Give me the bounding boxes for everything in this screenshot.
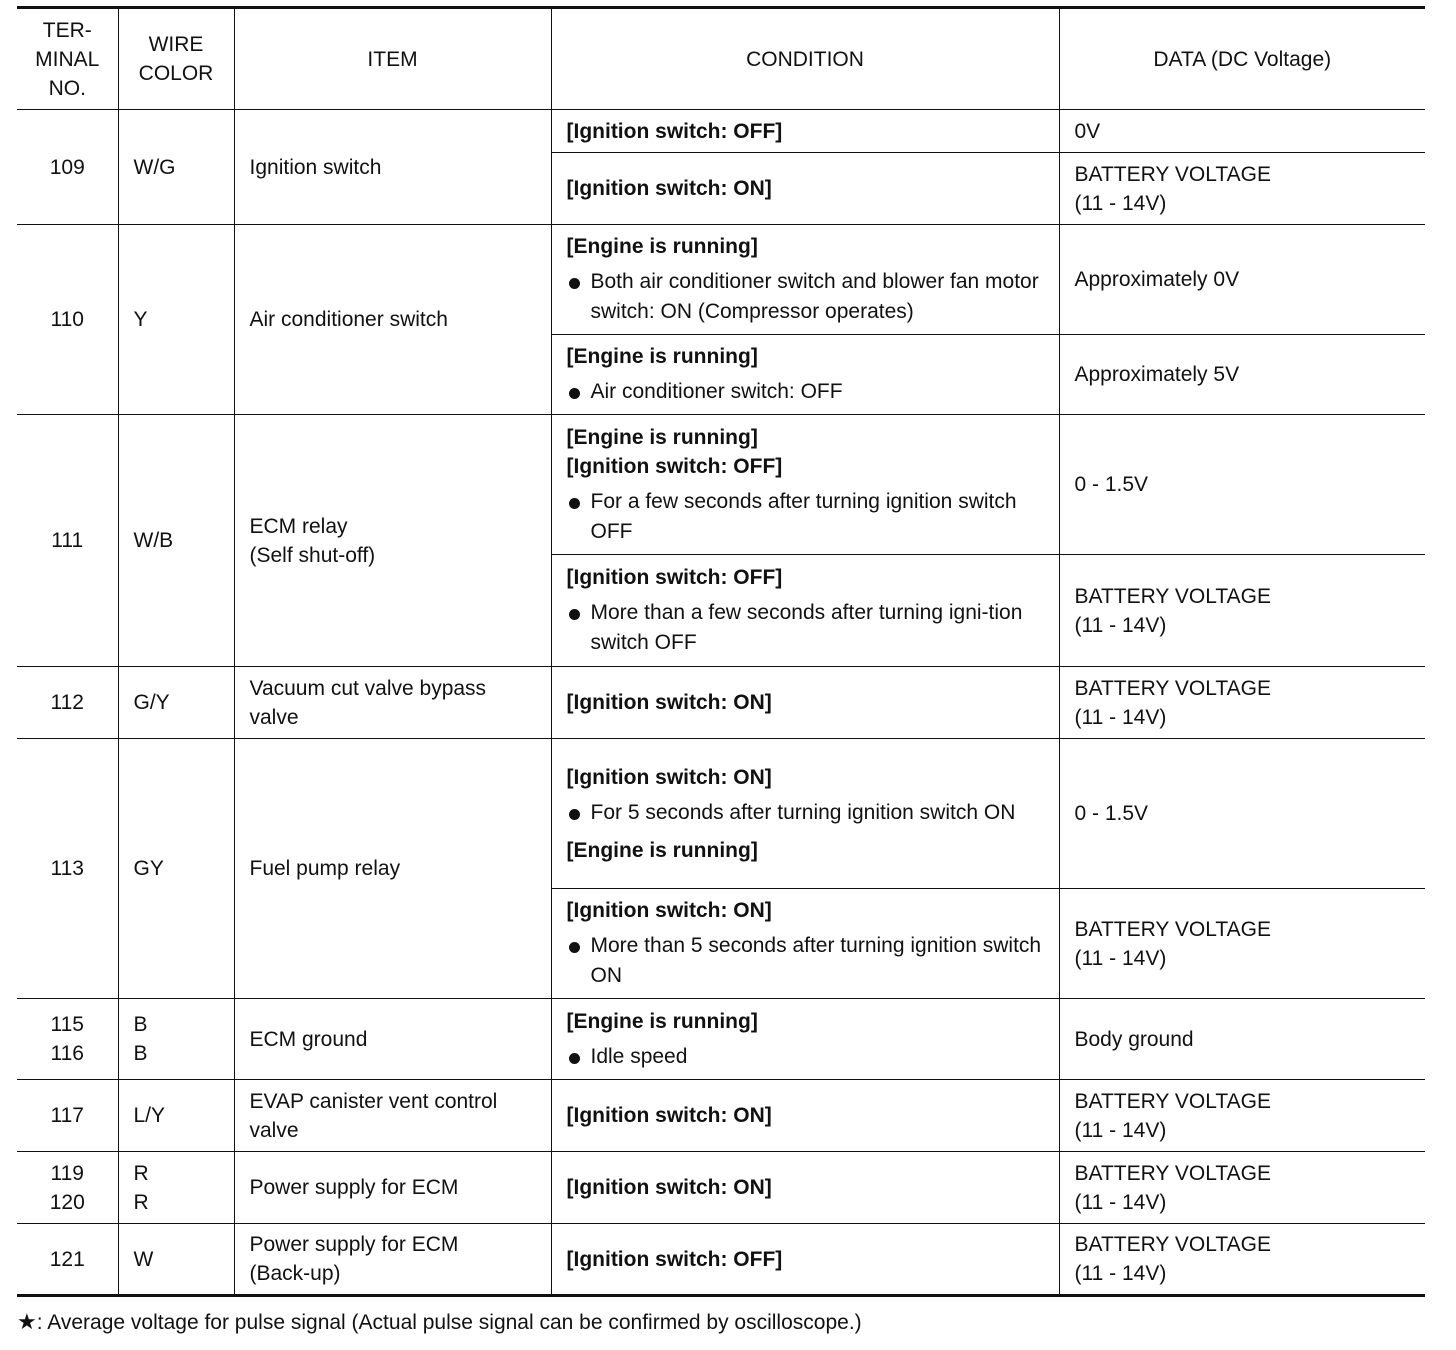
wire-color-cell: R R [118, 1152, 234, 1224]
item-cell: Vacuum cut valve bypass valve [234, 667, 551, 739]
table-row [17, 110, 1425, 153]
header-data: DATA (DC Voltage) [1059, 8, 1425, 110]
item-cell: ECM ground [234, 999, 551, 1080]
condition-cell [551, 999, 1059, 1080]
table-row [17, 225, 1425, 335]
condition-heading: [Engine is running] [566, 1009, 758, 1033]
table-row [17, 1224, 1425, 1296]
header-row [17, 8, 1425, 110]
bullet-dot-icon [569, 278, 580, 289]
wire-color-cell: Y [118, 225, 234, 415]
data-cell: BATTERY VOLTAGE (11 - 14V) [1059, 889, 1425, 999]
condition-heading: [Ignition switch: ON] [566, 1176, 772, 1199]
condition-bullet: Both air conditioner switch and blower fan motor switch: ON (Compressor operates) [567, 267, 1049, 327]
condition-heading: [Ignition switch: ON] [566, 1104, 772, 1127]
terminal-cell: 121 [17, 1224, 118, 1296]
data-cell: Approximately 0V [1059, 225, 1425, 335]
condition-heading: [Ignition switch: ON] [566, 177, 772, 200]
item-cell: EVAP canister vent control valve [234, 1080, 551, 1152]
item-cell: Power supply for ECM [234, 1152, 551, 1224]
table-row [17, 667, 1425, 739]
condition-heading: [Ignition switch: ON] [566, 899, 772, 922]
condition-heading: [Engine is running] [566, 235, 758, 258]
condition-cell [551, 415, 1059, 555]
condition-cell [551, 335, 1059, 415]
data-cell: 0V [1059, 110, 1425, 153]
condition-heading: [Engine is running] [566, 425, 758, 449]
bullet-dot-icon [569, 609, 580, 620]
bullet-dot-icon [569, 942, 580, 953]
footnote-text: : Average voltage for pulse signal (Actual pulse signal can be confirmed by oscilloscope.) [36, 1311, 862, 1334]
condition-bullet: More than 5 seconds after turning ignition switch ON [567, 931, 1049, 991]
condition-heading: [Engine is running] [566, 838, 758, 862]
bullet-dot-icon [569, 498, 580, 509]
terminal-cell: 110 [17, 225, 118, 415]
terminal-cell: 115 116 [17, 999, 118, 1080]
data-cell: BATTERY VOLTAGE (11 - 14V) [1059, 667, 1425, 739]
condition-cell [551, 555, 1059, 667]
bullet-dot-icon [569, 388, 580, 399]
data-cell: BATTERY VOLTAGE (11 - 14V) [1059, 1224, 1425, 1296]
condition-heading: [Engine is running] [566, 345, 758, 368]
table-row [17, 1152, 1425, 1224]
data-cell: BATTERY VOLTAGE (11 - 14V) [1059, 555, 1425, 667]
data-cell: BATTERY VOLTAGE (11 - 14V) [1059, 1080, 1425, 1152]
condition-cell [551, 739, 1059, 889]
bullet-dot-icon [569, 1053, 580, 1064]
spec-table-container [17, 6, 1425, 1297]
data-cell: BATTERY VOLTAGE (11 - 14V) [1059, 1152, 1425, 1224]
data-cell: 0 - 1.5V [1059, 415, 1425, 555]
item-cell: Air conditioner switch [234, 225, 551, 415]
data-cell: Approximately 5V [1059, 335, 1425, 415]
condition-bullet: For a few seconds after turning ignition switch OFF [567, 487, 1049, 547]
ecm-terminal-table [17, 6, 1425, 1297]
wire-color-cell: L/Y [118, 1080, 234, 1152]
condition-heading: [Ignition switch: OFF] [566, 566, 783, 589]
wire-color-cell: W/B [118, 415, 234, 667]
data-cell: BATTERY VOLTAGE (11 - 14V) [1059, 153, 1425, 225]
condition-heading: [Ignition switch: OFF] [566, 1247, 783, 1271]
table-row [17, 415, 1425, 555]
terminal-cell: 113 [17, 739, 118, 999]
condition-bullet: For 5 seconds after turning ignition switch ON [567, 798, 1049, 828]
table-row [17, 739, 1425, 889]
terminal-cell: 109 [17, 110, 118, 225]
header-terminal-no: TER- MINAL NO. [17, 8, 118, 110]
condition-heading: [Ignition switch: ON] [566, 691, 772, 714]
condition-cell [551, 1224, 1059, 1296]
condition-cell [551, 1080, 1059, 1152]
item-cell: Fuel pump relay [234, 739, 551, 999]
wire-color-cell: W/G [118, 110, 234, 225]
condition-bullet: More than a few seconds after turning igni-tion switch OFF [567, 598, 1049, 658]
item-cell: ECM relay (Self shut-off) [234, 415, 551, 667]
terminal-cell: 117 [17, 1080, 118, 1152]
header-condition: CONDITION [551, 8, 1059, 110]
condition-cell [551, 889, 1059, 999]
wire-color-cell: W [118, 1224, 234, 1296]
condition-bullet: Idle speed [567, 1042, 1049, 1072]
condition-cell [551, 110, 1059, 153]
condition-heading: [Ignition switch: OFF] [566, 454, 783, 478]
terminal-cell: 119 120 [17, 1152, 118, 1224]
star-icon: ★ [17, 1309, 37, 1334]
condition-cell [551, 1152, 1059, 1224]
table-row [17, 999, 1425, 1080]
header-item: ITEM [234, 8, 551, 110]
condition-heading: [Ignition switch: ON] [566, 765, 772, 789]
terminal-cell: 112 [17, 667, 118, 739]
condition-heading: [Ignition switch: OFF] [566, 119, 783, 143]
condition-cell [551, 153, 1059, 225]
item-cell: Power supply for ECM (Back-up) [234, 1224, 551, 1296]
footnote [17, 1307, 862, 1338]
data-cell: 0 - 1.5V [1059, 739, 1425, 889]
table-row [17, 1080, 1425, 1152]
wire-color-cell: B B [118, 999, 234, 1080]
wire-color-cell: GY [118, 739, 234, 999]
condition-cell [551, 667, 1059, 739]
terminal-cell: 111 [17, 415, 118, 667]
condition-cell [551, 225, 1059, 335]
data-cell: Body ground [1059, 999, 1425, 1080]
bullet-dot-icon [569, 809, 580, 820]
wire-color-cell: G/Y [118, 667, 234, 739]
item-cell: Ignition switch [234, 110, 551, 225]
condition-bullet: Air conditioner switch: OFF [567, 377, 1049, 407]
header-wire-color: WIRE COLOR [118, 8, 234, 110]
